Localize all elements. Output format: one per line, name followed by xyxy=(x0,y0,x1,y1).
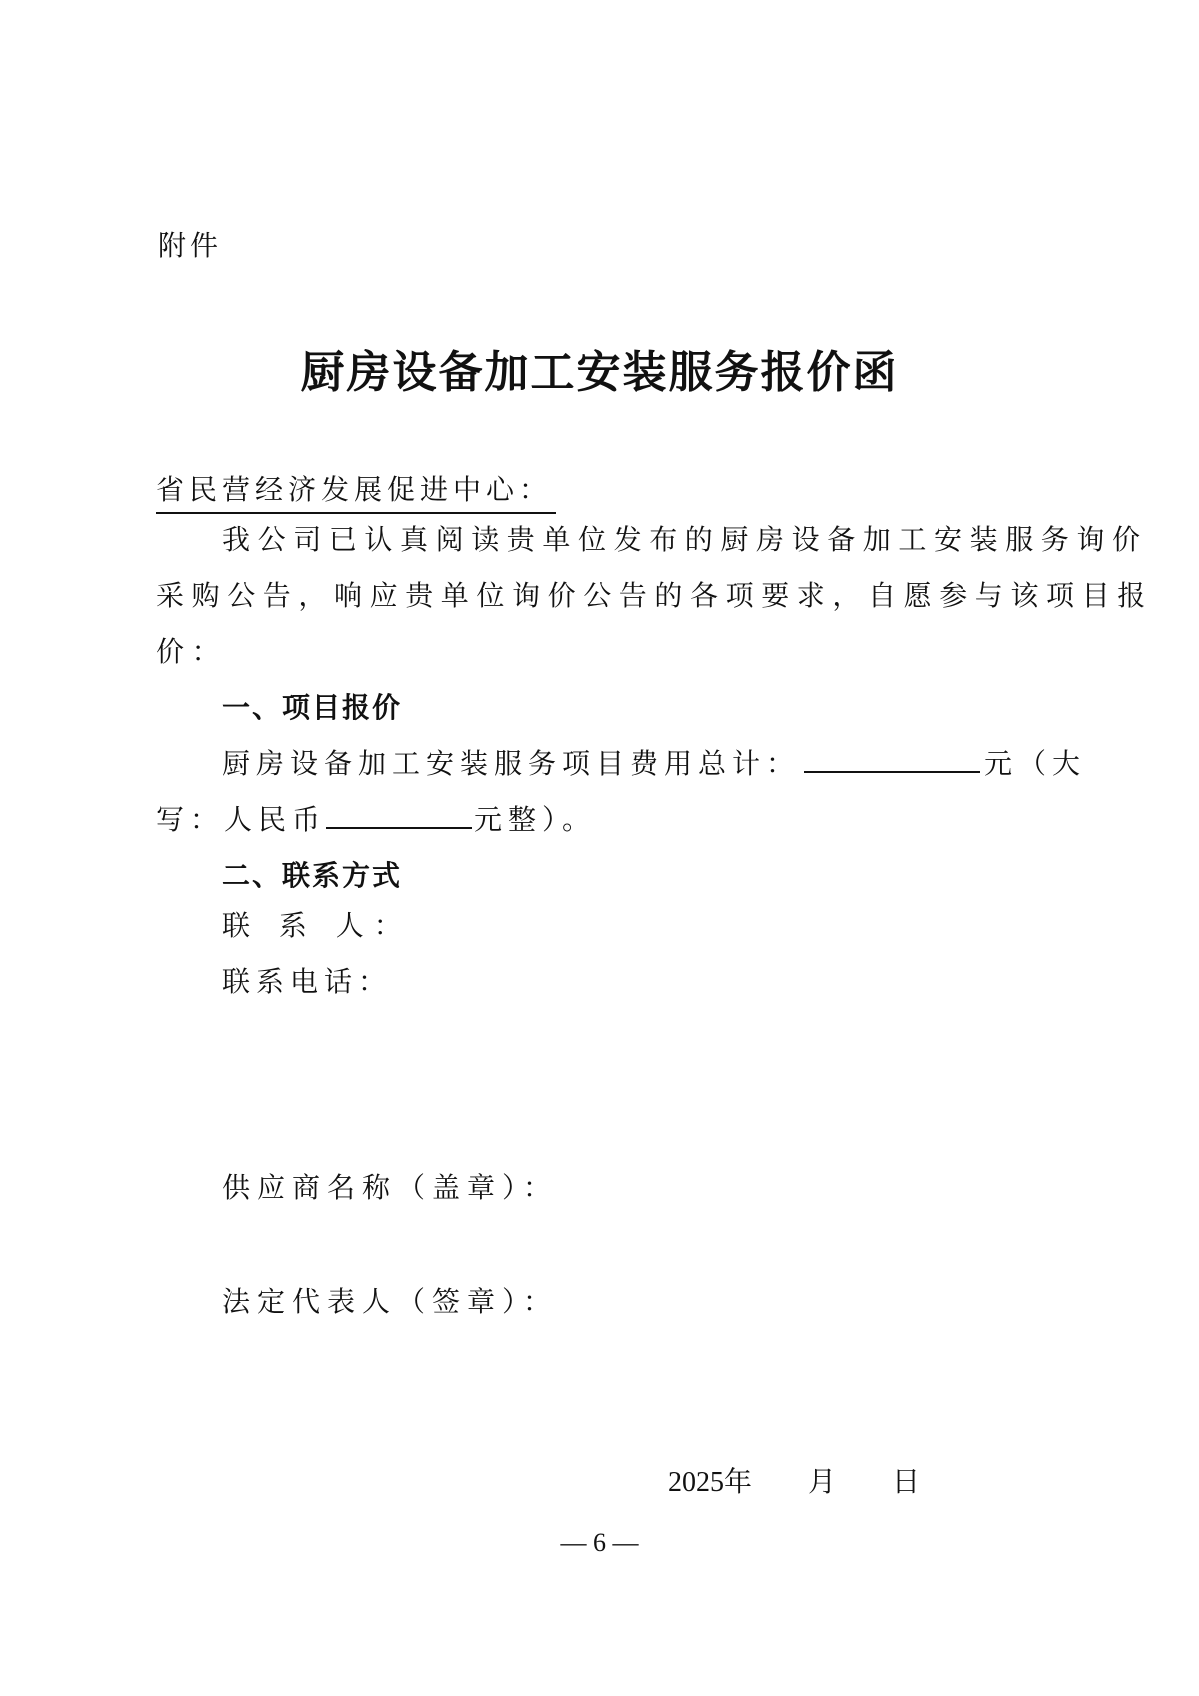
total-cost-label: 厨房设备加工安装服务项目费用总计： xyxy=(222,747,801,780)
total-cost-line xyxy=(222,742,1086,782)
phone-label: 联系电话： xyxy=(222,965,393,998)
page-number: — 6 — xyxy=(560,1528,639,1557)
document-title: 厨房设备加工安装服务报价函 xyxy=(300,347,899,398)
contact-person-label: 联 系 人： xyxy=(222,909,412,942)
total-in-words-line xyxy=(156,798,596,838)
intro-line-1: 我公司已认真阅读贵单位发布的厨房设备加工安装服务询价 xyxy=(222,523,1148,556)
total-cost-suffix: 元（大 xyxy=(984,747,1087,780)
total-in-words-suffix: 元整）。 xyxy=(474,803,597,836)
date-line xyxy=(668,1460,920,1500)
section-2-heading: 二、联系方式 xyxy=(222,859,403,892)
phone-row xyxy=(222,962,392,1002)
total-in-words-label: 写：人民币 xyxy=(156,803,327,836)
date-day: 日 xyxy=(892,1467,921,1498)
total-cost-field[interactable] xyxy=(804,743,980,773)
section-1-heading: 一、项目报价 xyxy=(222,691,403,724)
intro-line-2: 采购公告，响应贵单位询价公告的各项要求，自愿参与该项目报 xyxy=(156,579,1153,612)
total-in-words-field[interactable] xyxy=(326,799,472,829)
contact-person-row xyxy=(222,906,412,946)
supplier-name-label: 供应商名称（盖章）： xyxy=(222,1171,559,1204)
legal-rep-label: 法定代表人（签章）： xyxy=(222,1285,559,1318)
intro-line-3: 价： xyxy=(156,635,228,668)
recipient: 省民营经济发展促进中心： xyxy=(156,468,556,514)
date-year: 2025年 xyxy=(668,1467,753,1498)
date-month: 月 xyxy=(808,1467,837,1498)
attachment-label: 附件 xyxy=(158,229,223,262)
